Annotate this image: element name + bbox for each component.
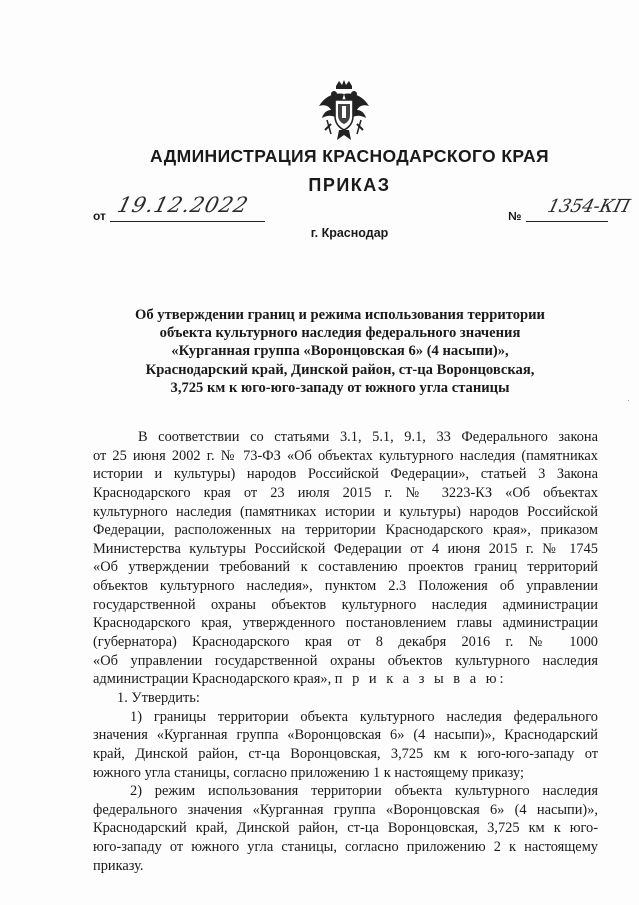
body-line: объектов культурного наследия», пунктом 2.3 Положения об управлении [93,578,598,595]
body-line: южного угла станицы, согласно приложению 1 к настоящему приказу; [93,764,525,781]
subject-line: объекта культурного наследия федерального значения [159,325,521,342]
number-underline [526,221,608,222]
handwritten-number: 1354-КП [545,196,633,217]
coat-of-arms-icon [317,80,371,144]
body-line: культурного наследия (памятниках истории и культуры) народов Российской [93,503,598,520]
body-line: 1) границы территории объекта культурного наследия федерального [130,708,598,725]
body-line-final [93,670,598,689]
handwritten-date: 19.12.2022 [115,193,252,217]
body-line: Краснодарского края от 23 июля 2015 г. № 3223-КЗ «Об объектах [93,484,598,501]
body-line: приказу. [93,857,144,874]
date-underline [110,221,265,222]
body-line: Федерации, расположенных на территории Краснодарского края», приказом [93,522,598,539]
organization-title: АДМИНИСТРАЦИЯ КРАСНОДАРСКОГО КРАЯ [150,146,549,166]
subject-line: 3,725 км к юго-юго-западу от южного угла станицы [170,379,510,396]
body-line: край, Динской район, ст-ца Воронцовская, 3,725 км к юго-юго-западу от [93,745,598,762]
body-line: юго-западу от южного угла станицы, согласно приложению 2 к настоящему [93,839,598,856]
number-label: № [508,209,522,223]
body-line: «Об утверждении требований к составлению проектов границ территорий [93,559,598,576]
city-label: г. Краснодар [310,226,389,240]
body-line: Краснодарский край, Динской район, ст-ца Воронцовская, 3,725 км к юго- [93,820,598,837]
document-body [93,428,598,875]
subject-line: Краснодарский край, Динской район, ст-ца Воронцовская, [145,361,535,378]
body-line: Министерства культуры Российской Федерации от 4 июня 2015 г. № 1745 [93,540,598,557]
clause-heading: 1. Утвердить: [117,689,200,706]
date-label: от [93,209,106,223]
body-line: 2) режим использования территории объекта культурного наследия [130,783,598,800]
body-line: значения «Курганная группа «Воронцовская 6» (4 насыпи)», Краснодарский [93,727,598,744]
body-line: Краснодарского края, утвержденного постановлением главы администрации [93,615,598,632]
order-verb: п р и к а з ы в а ю: [334,671,507,688]
document-subject [70,306,610,397]
document-type: ПРИКАЗ [308,175,391,195]
body-line: истории и культуры) народов Российской Федерации», статьей 3 Закона [93,466,598,483]
subject-line: Об утверждении границ и режима использования территории [135,307,545,323]
body-line: (губернатора) Краснодарского края от 8 декабря 2016 г. № 1000 [93,634,598,651]
body-line: «Об управлении государственной охраны объектов культурного наследия [93,652,598,669]
scan-speck [628,400,629,401]
subject-line: «Курганная группа «Воронцовская 6» (4 насыпи)», [171,343,509,360]
body-line: от 25 июня 2002 г. № 73-ФЗ «Об объектах культурного наследия (памятниках [93,447,598,464]
body-line: В соответствии со статьями 3.1, 5.1, 9.1, 33 Федерального закона [138,429,598,445]
body-line: федерального значения «Курганная группа «Воронцовская 6» (4 насыпи)», [93,801,598,818]
body-line: государственной охраны объектов культурного наследия администрации [93,596,598,613]
body-line-text: администрации Краснодарского края», [93,671,332,688]
